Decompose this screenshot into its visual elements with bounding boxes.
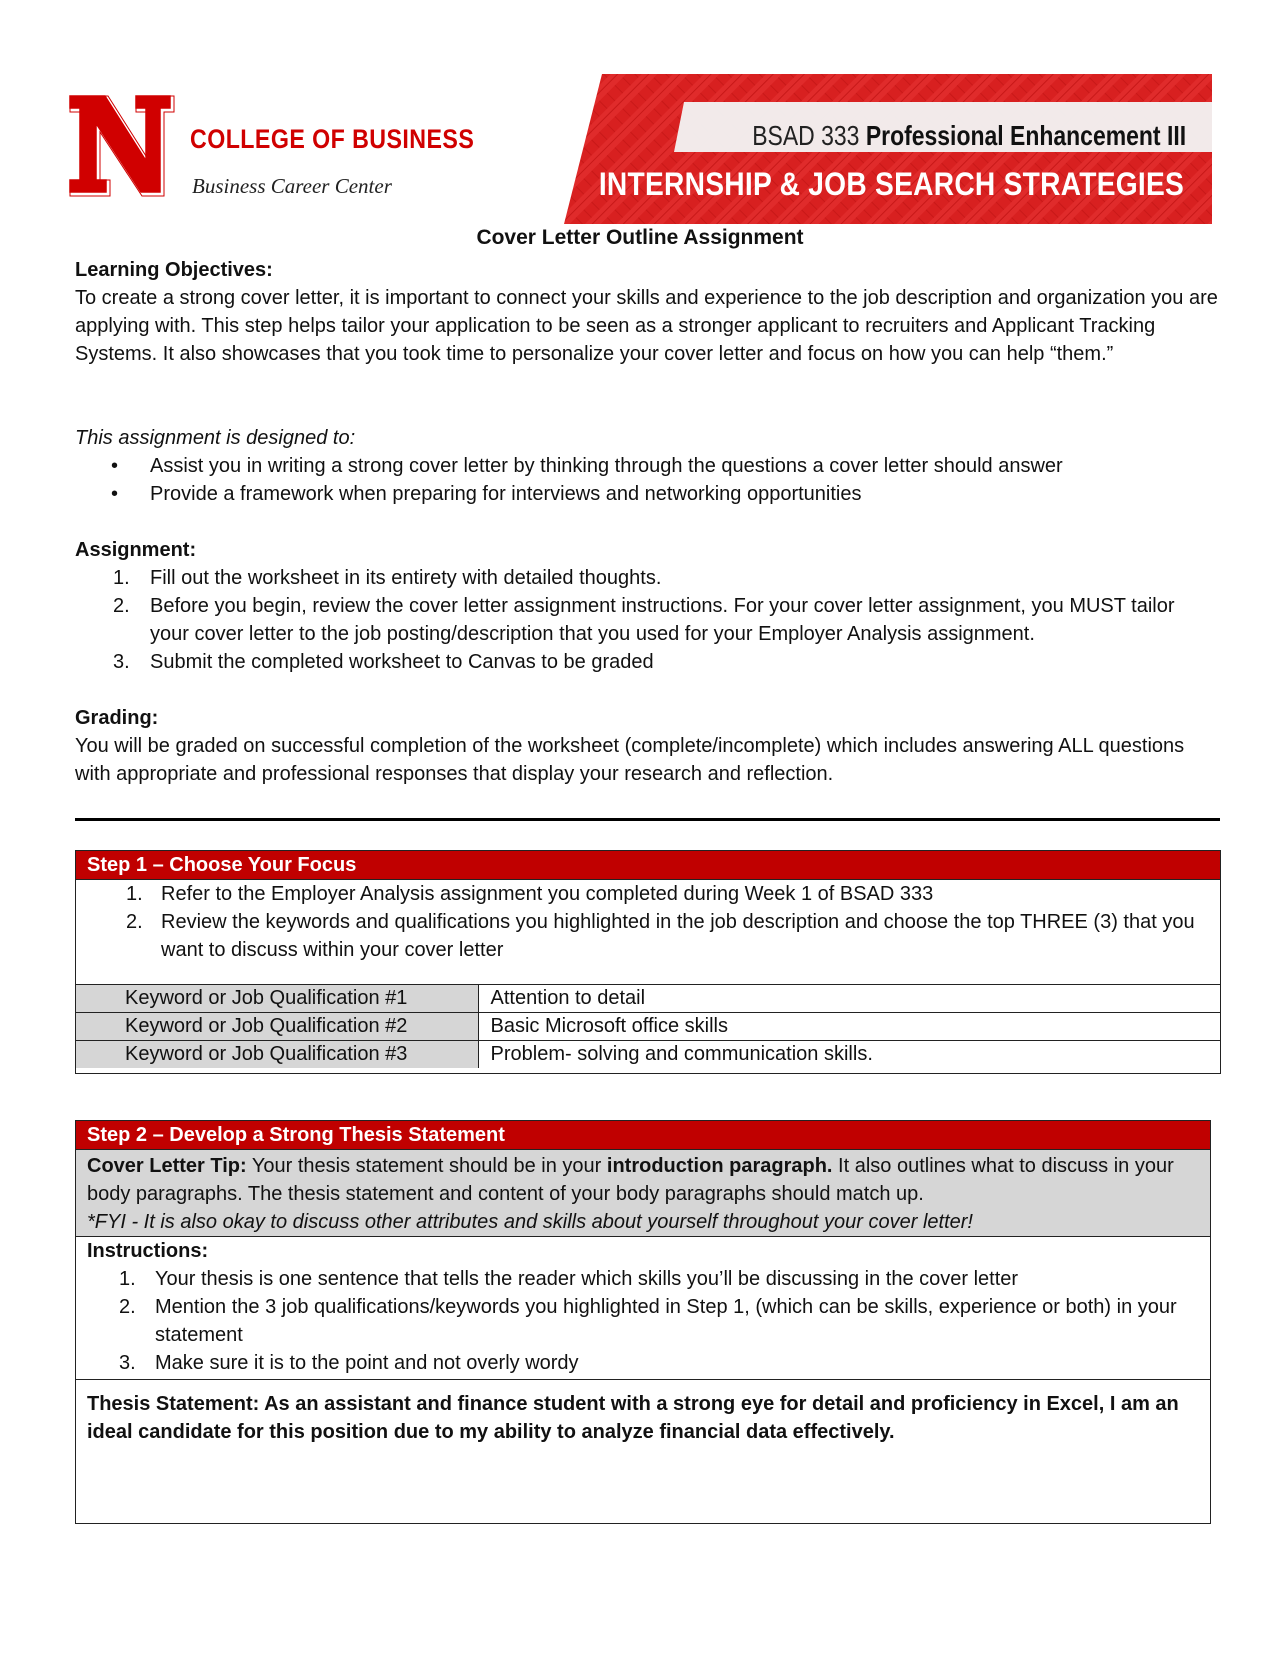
banner-course-line <box>752 120 1186 152</box>
grading-heading: Grading: <box>75 707 159 729</box>
designed-to-intro: This assignment is designed to: <box>75 427 356 449</box>
list-item: • Provide a framework when preparing for interviews and networking opportunities <box>75 480 1225 508</box>
list-item: 1. Refer to the Employer Analysis assignment you completed during Week 1 of BSAD 333 <box>126 883 934 905</box>
list-item: 2. Review the keywords and qualifications you highlighted in the job description and choose the top THREE (3) that you want to discuss within your cover letter <box>126 911 1195 961</box>
banner-course-title: Professional Enhancement III <box>865 120 1186 151</box>
page-title: Cover Letter Outline Assignment <box>476 226 804 249</box>
list-item: 1. Fill out the worksheet in its entirety with detailed thoughts. <box>113 567 662 589</box>
thesis-statement[interactable]: Thesis Statement: As an assistant and finance student with a strong eye for detail and proficiency in Excel, I am an ideal candidate for this position due to my ability to analyze financial data effectively. <box>87 1393 1179 1443</box>
learning-objectives-heading: Learning Objectives: <box>75 259 273 281</box>
qualification-label: Keyword or Job Qualification #1 <box>76 985 478 1013</box>
list-item: 1. Your thesis is one sentence that tells the reader which skills you’ll be discussing in the cover letter <box>119 1268 1019 1290</box>
section-divider <box>75 818 1220 821</box>
banner-course-code: BSAD 333 <box>752 120 860 151</box>
qualification-label: Keyword or Job Qualification #2 <box>76 1013 478 1041</box>
table-row <box>76 1041 1220 1069</box>
logo-college-name: COLLEGE OF BUSINESS <box>190 124 475 154</box>
qualification-label: Keyword or Job Qualification #3 <box>76 1041 478 1069</box>
assignment-heading: Assignment: <box>75 539 197 561</box>
banner-subtitle: INTERNSHIP & JOB SEARCH STRATEGIES <box>598 166 1184 202</box>
instructions-list <box>87 1265 1197 1377</box>
step1-list <box>76 880 1206 964</box>
nebraska-n-logo-icon <box>68 90 178 198</box>
bullet-icon: • <box>111 483 119 505</box>
table-row <box>76 1013 1220 1041</box>
tip-label: Cover Letter Tip: <box>87 1155 247 1177</box>
list-item: • Assist you in writing a strong cover letter by thinking through the questions a cover letter should answer <box>75 452 1225 480</box>
cover-letter-tip: Cover Letter Tip: Your thesis statement should be in your introduction paragraph. It also outlines what to discuss in your body paragraphs. The thesis statement and content of your body paragraphs should match up. *FYI - It is also okay to discuss other attributes and skills about yourself throughout your cover letter! <box>76 1150 1210 1237</box>
step1-table <box>75 850 1221 1074</box>
list-item: 3. Make sure it is to the point and not overly wordy <box>119 1352 579 1374</box>
step1-heading: Step 1 – Choose Your Focus <box>76 851 1220 880</box>
step2-heading: Step 2 – Develop a Strong Thesis Statement <box>76 1121 1210 1150</box>
instructions-heading: Instructions: <box>87 1240 209 1262</box>
qualifications-table <box>76 984 1220 1068</box>
step2-instructions <box>76 1237 1210 1380</box>
table-row <box>76 985 1220 1013</box>
qualification-value[interactable]: Basic Microsoft office skills <box>478 1013 1220 1041</box>
grading-body: You will be graded on successful completion of the worksheet (complete/incomplete) which includes answering ALL questions with appropriate and professional responses that display your research and reflection. <box>75 735 1185 785</box>
list-item: 2. Mention the 3 job qualifications/keywords you highlighted in Step 1, (which can be skills, experience or both) in your statement <box>119 1296 1177 1346</box>
list-item: 3. Submit the completed worksheet to Canvas to be graded <box>113 651 654 673</box>
course-banner <box>564 74 1212 224</box>
learning-objectives-body: To create a strong cover letter, it is important to connect your skills and experience to the job description and organization you are applying with. This step helps tailor your application to be seen as a stronger applicant to recruiters and Applicant Tracking Systems. It also showcases that you took time to personalize your cover letter and focus on how you can help “them.” <box>75 287 1218 365</box>
tip-fyi: *FYI - It is also okay to discuss other attributes and skills about yourself throughout your cover letter! <box>87 1211 973 1233</box>
designed-to-list <box>75 452 1225 508</box>
qualification-value[interactable]: Attention to detail <box>478 985 1220 1013</box>
bullet-icon: • <box>111 455 119 477</box>
list-item: 2. Before you begin, review the cover letter assignment instructions. For your cover letter assignment, you MUST tailor your cover letter to the job posting/description that you used for your Employer Analysis assignment. <box>113 595 1175 645</box>
step2-table <box>75 1120 1211 1524</box>
college-logo <box>68 90 475 200</box>
logo-career-center: Business Career Center <box>192 174 392 198</box>
assignment-list <box>75 564 1195 676</box>
qualification-value[interactable]: Problem- solving and communication skills. <box>478 1041 1220 1069</box>
